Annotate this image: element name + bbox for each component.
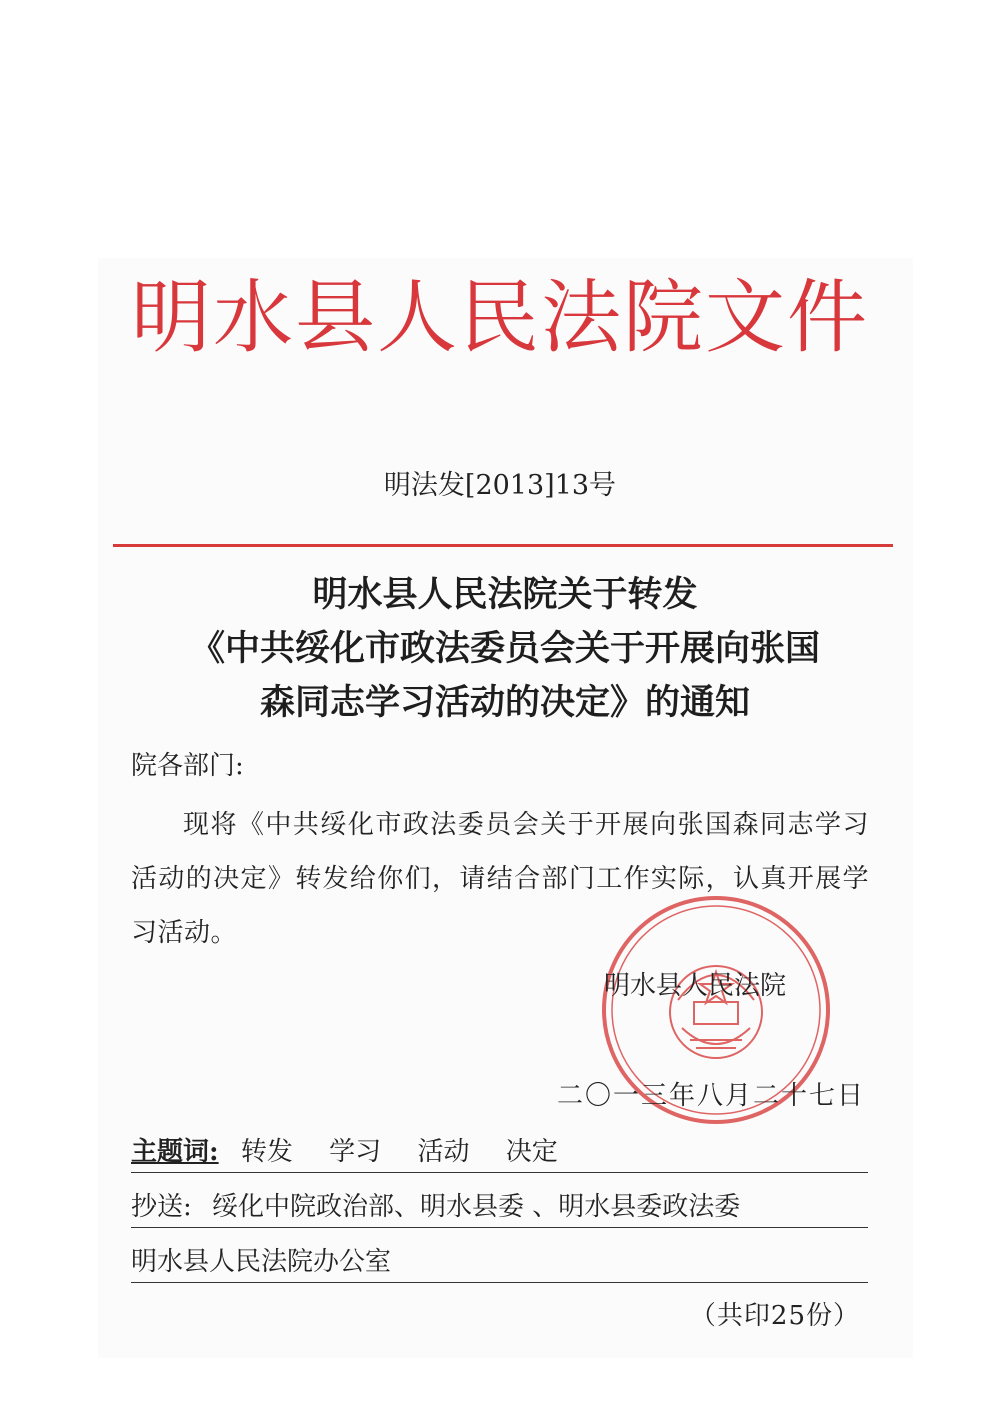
issuer-office: 明水县人民法院办公室 <box>131 1247 392 1277</box>
subject-word: 活动 <box>417 1137 470 1167</box>
subject-word: 转发 <box>240 1137 293 1167</box>
issuer-row <box>131 1242 868 1283</box>
masthead-title: 明水县人民法院文件 <box>131 271 869 364</box>
cc-recipients: 绥化中院政治部、明水县委 、明水县委政法委 <box>212 1192 741 1222</box>
notice-title-line: 森同志学习活动的决定》的通知 <box>259 683 750 723</box>
red-divider-line <box>113 544 893 547</box>
notice-title-line: 明水县人民法院关于转发 <box>312 575 698 615</box>
cc-row <box>131 1187 868 1228</box>
subject-label: 主题词: <box>131 1137 219 1167</box>
subject-word: 决定 <box>505 1137 558 1167</box>
signature-date: 二〇一三年八月二十七日 <box>557 1081 866 1111</box>
print-copies: （共印25份） <box>689 1301 860 1331</box>
signature-org: 明水县人民法院 <box>604 971 787 1001</box>
notice-title-line: 《中共绥化市政法委员会关于开展向张国 <box>189 629 820 669</box>
document-number: 明法发[2013]13号 <box>383 470 617 501</box>
cc-label: 抄送: <box>131 1192 192 1222</box>
body-paragraph: 现将《中共绥化市政法委员会关于开展向张国森同志学习活动的决定》转发给你们，请结合部门工作实际，认真开展学习活动。 <box>131 810 869 948</box>
salutation: 院各部门: <box>131 751 244 781</box>
subject-word: 学习 <box>329 1137 382 1167</box>
subject-words-row <box>131 1132 868 1173</box>
notice-title <box>110 568 900 730</box>
